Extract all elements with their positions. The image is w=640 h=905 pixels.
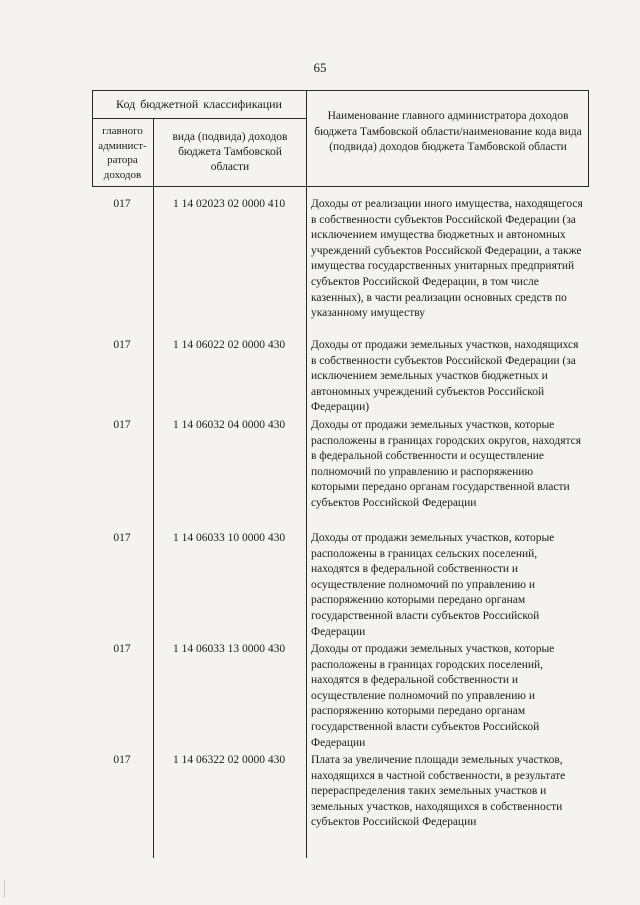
header-group-title: Код бюджетной классификации xyxy=(116,97,282,111)
income-name-cell: Плата за увеличение площади земельных участков, находящихся в частной собственности, в результате перераспределения таких земельных участков и земельных участков, находящихся в собственности субъектов Российской Федерации xyxy=(311,754,566,829)
admin-code-cell: 017 xyxy=(113,754,131,766)
table-top-border xyxy=(92,90,589,91)
income-name-cell: Доходы от продажи земельных участков, которые расположены в границах городских поселений, находятся в федеральной собственности и осуществление полномочий по управлению и распоряжению которыми передано органам государственной власти субъектов Российской Федерации xyxy=(311,643,555,749)
income-name-cell: Доходы от реализации иного имущества, находящегося в собственности субъектов Российской Федерации (за исключением имущества бюджетных и автономных учреждений субъектов Российской Федерации, а также имущества государственных унитарных предприятий субъектов Российской Федерации, в том числе казенных), в части реализации основных средств по указанному имуществу xyxy=(311,198,583,320)
income-code-cell: 1 14 06032 04 0000 430 xyxy=(172,419,286,431)
group-header-divider xyxy=(92,118,307,119)
income-name-cell: Доходы от продажи земельных участков, которые расположены в границах городских округов, находятся в федеральной собственности и осуществление полномочий по управлению и распоряжению которыми передано органам государственной власти субъектов Российской Федерации xyxy=(311,419,582,509)
income-code-cell: 1 14 06033 13 0000 430 xyxy=(172,643,286,655)
income-name-cell: Доходы от продажи земельных участков, находящихся в собственности субъектов Российской Федерации (за исключением земельных участков бюджетных и автономных учреждений субъектов Российской Федерации) xyxy=(311,339,579,414)
admin-code-cell: 017 xyxy=(113,339,131,351)
income-code-cell: 1 14 02023 02 0000 410 xyxy=(172,198,286,210)
header-name: Наименование главного администратора доходов бюджета Тамбовской области/наименование кода вида (подвида) доходов бюджета Тамбовской области xyxy=(314,110,582,153)
admin-code-cell: 017 xyxy=(113,419,131,431)
income-code-cell: 1 14 06033 10 0000 430 xyxy=(172,532,286,544)
income-name-cell: Доходы от продажи земельных участков, которые расположены в границах сельских поселений, находятся в федеральной собственности и осуществление полномочий по управлению и распоряжению которыми передано органам государственной власти субъектов Российской Федерации xyxy=(311,532,555,638)
header-admin: главного админист-ратора доходов xyxy=(98,125,147,181)
header-code: вида (подвида) доходов бюджета Тамбовской области xyxy=(172,131,288,173)
admin-code-cell: 017 xyxy=(113,198,131,210)
page-number: 65 xyxy=(313,60,327,75)
header-bottom-border xyxy=(92,186,589,187)
column-divider-code xyxy=(306,90,307,858)
income-code-cell: 1 14 06022 02 0000 430 xyxy=(172,339,286,351)
income-code-cell: 1 14 06322 02 0000 430 xyxy=(172,754,286,766)
admin-code-cell: 017 xyxy=(113,643,131,655)
scan-artifact-line xyxy=(4,880,5,898)
budget-classification-table xyxy=(92,90,589,858)
admin-code-cell: 017 xyxy=(113,532,131,544)
column-divider-admin xyxy=(153,118,154,858)
table-right-border xyxy=(588,90,589,186)
